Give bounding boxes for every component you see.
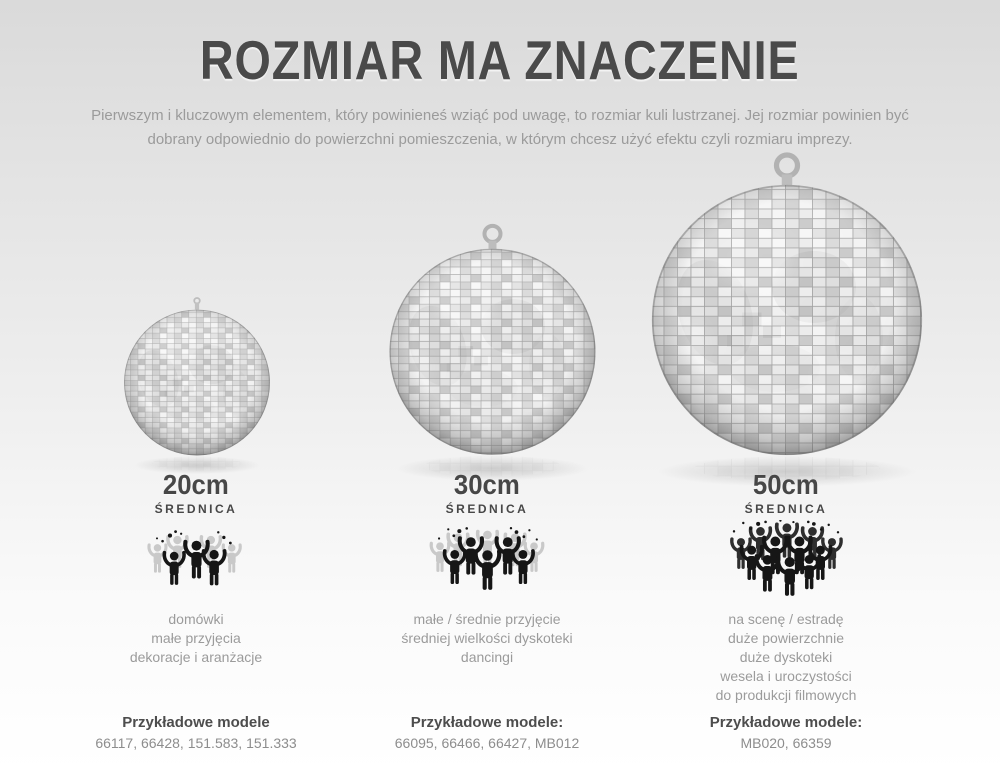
column-50cm (636, 470, 936, 751)
use-case-line: małe przyjęcia (151, 630, 241, 646)
use-case-line: wesela i uroczystości (720, 668, 852, 684)
models-value: 66117, 66428, 151.583, 151.333 (95, 735, 297, 751)
models-label: Przykładowe modele: (410, 714, 564, 731)
use-case-line: na scenę / estradę (728, 611, 844, 627)
crowd-medium-icon (428, 526, 546, 599)
crowd-small-icon (144, 530, 248, 595)
use-case-line: domówki (168, 611, 224, 627)
column-20cm (46, 470, 346, 751)
size-label: 20cm (163, 469, 229, 500)
use-case-line: duże powierzchnie (728, 630, 844, 646)
models-label: Przykładowe modele: (709, 714, 863, 731)
disco-ball-30cm (378, 203, 607, 489)
use-case-line: duże dyskoteki (739, 649, 833, 665)
disco-ball-20cm (116, 277, 278, 480)
models-label: Przykładowe modele (122, 714, 270, 731)
models-value: 66095, 66466, 66427, MB012 (394, 735, 580, 751)
use-cases (337, 610, 637, 706)
icon-box (337, 516, 637, 608)
column-30cm (337, 470, 637, 751)
use-case-line: do produkcji filmowych (715, 687, 857, 703)
size-label: 50cm (753, 469, 819, 500)
size-label: 30cm (454, 469, 520, 500)
icon-box (46, 516, 346, 608)
disco-ball-50cm (637, 125, 937, 500)
use-case-line: średniej wielkości dyskoteki (401, 630, 573, 646)
use-cases (46, 610, 346, 706)
size-caption: ŚREDNICA (445, 502, 529, 516)
size-caption: ŚREDNICA (744, 502, 828, 516)
page-title: ROZMIAR MA ZNACZENIE (200, 29, 800, 91)
models-value: MB020, 66359 (740, 735, 832, 751)
subtitle-line-2: dobrany odpowiednio do powierzchni pomieszczenia, w którym chcesz użyć efektu czyli rozmiaru imprezy. (147, 131, 853, 148)
crowd-large-icon (721, 520, 851, 604)
use-case-line: dekoracje i aranżacje (129, 649, 263, 665)
size-caption: ŚREDNICA (154, 502, 238, 516)
use-cases (636, 610, 936, 706)
use-case-line: dancingi (460, 649, 514, 665)
icon-box (636, 516, 936, 608)
use-case-line: małe / średnie przyjęcie (413, 611, 561, 627)
subtitle-line-1: Pierwszym i kluczowym elementem, który powinieneś wziąć pod uwagę, to rozmiar kuli lustrzanej. Jej rozmiar powinien być (91, 107, 909, 124)
